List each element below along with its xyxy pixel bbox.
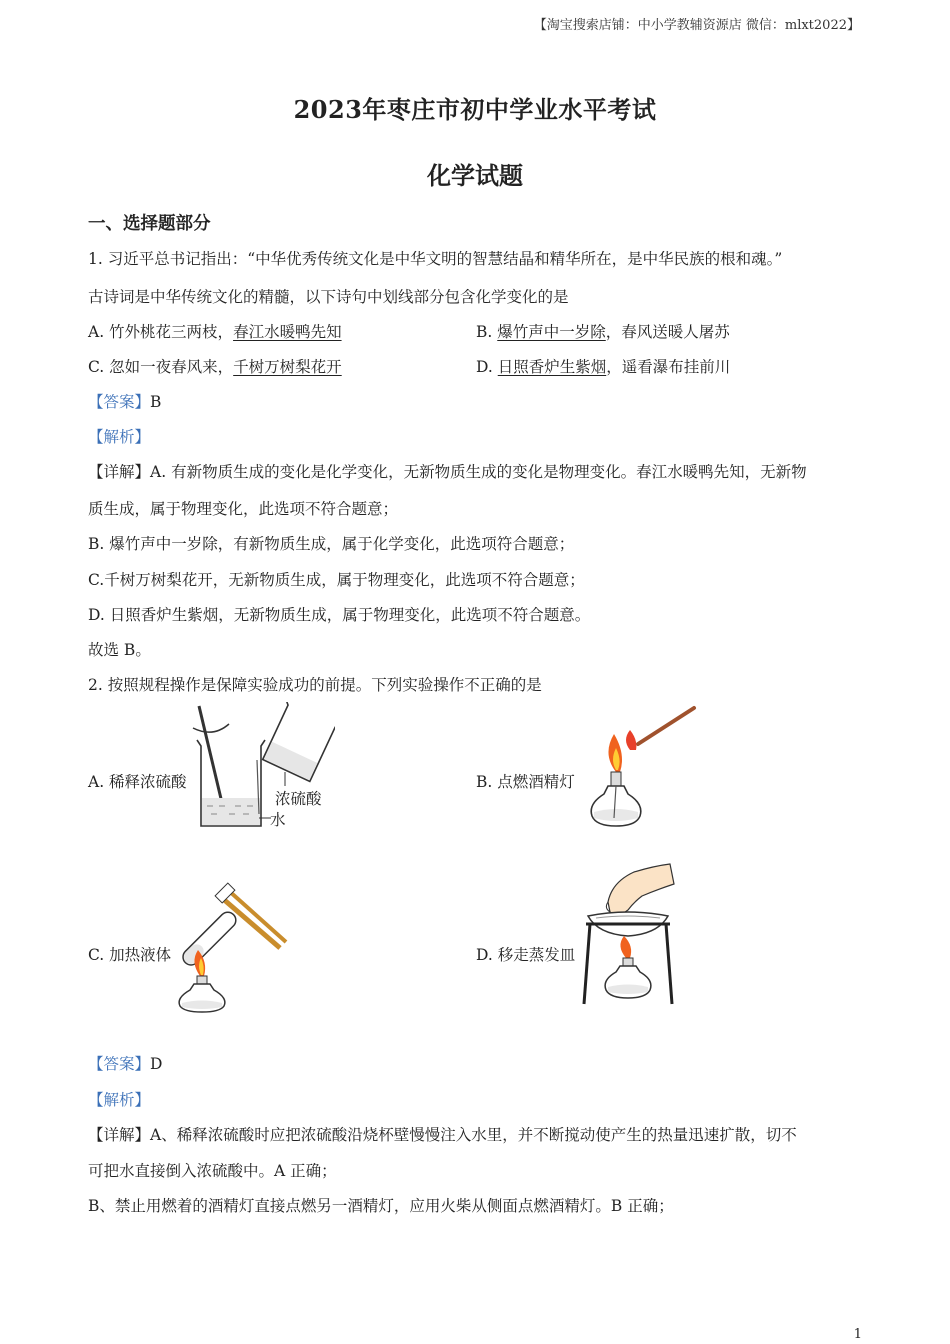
q2-option-d-label: D. 移走蒸发皿 — [476, 946, 576, 964]
section-heading: 一、选择题部分 — [88, 214, 211, 234]
diluting-acid-illustration — [185, 702, 335, 832]
q1-option-a-underlined: 春江水暖鸭先知 — [233, 323, 342, 341]
q2-detail-text1: A、稀释浓硫酸时应把浓硫酸沿烧杯壁慢慢注入水里，并不断搅动使产生的热量迅速扩散，切不 — [150, 1126, 797, 1144]
q2-answer-value: D — [150, 1055, 163, 1073]
q1-stem-line2: 古诗词是中华传统文化的精髓，以下诗句中划线部分包含化学变化的是 — [88, 288, 569, 306]
heating-liquid-illustration — [168, 880, 293, 1014]
page-number: 1 — [853, 1327, 862, 1342]
q1-detail-line3: B. 爆竹声中一岁除，有新物质生成，属于化学变化，此选项符合题意； — [88, 535, 575, 553]
q2-answer — [88, 1052, 162, 1074]
q1-detail-line5: D. 日照香炉生紫烟，无新物质生成，属于物理变化，此选项不符合题意。 — [88, 606, 591, 624]
q2-option-c-label: C. 加热液体 — [88, 946, 172, 964]
q1-conclusion: 故选 B。 — [88, 641, 151, 659]
q1-option-b-prefix: B. — [476, 323, 498, 341]
q1-option-c-prefix: C. 忽如一夜春风来， — [88, 358, 234, 376]
q2-detail-tag: 【详解】 — [88, 1126, 151, 1144]
stand-leg-right — [666, 924, 672, 1004]
q2-detail-line2: 可把水直接倒入浓硫酸中。A 正确； — [88, 1162, 337, 1180]
moving-dish-illustration — [578, 862, 678, 1008]
q1-option-a-prefix: A. 竹外桃花三两枝， — [88, 323, 234, 341]
q1-option-c-underlined: 千树万树梨花开 — [233, 358, 342, 376]
q1-detail-line4: C.千树万树梨花开，无新物质生成，属于物理变化，此选项不符合题意； — [88, 571, 585, 589]
water-level — [202, 798, 260, 825]
q1-stem-line1: 1. 习近平总书记指出：“中华优秀传统文化是中华文明的智慧结晶和精华所在，是中华民族的根和魂。” — [88, 250, 783, 268]
stir-arrow — [193, 724, 229, 732]
stand-leg-left — [584, 924, 590, 1004]
q2-detail-line3: B、禁止用燃着的酒精灯直接点燃另一酒精灯，应用火柴从侧面点燃酒精灯。B 正确； — [88, 1197, 674, 1215]
q1-answer-value: B — [150, 393, 162, 411]
wick-holder — [611, 772, 621, 786]
q2-stem: 2. 按照规程操作是保障实验成功的前提。下列实验操作不正确的是 — [88, 676, 542, 694]
q1-detail-text1: A. 有新物质生成的变化是化学变化，无新物质生成的变化是物理变化。春江水暖鸭先知，无新物 — [150, 463, 807, 481]
q1-analysis-tag: 【解析】 — [88, 428, 151, 446]
label-water: 水 — [270, 811, 286, 829]
exam-subtitle: 化学试题 — [427, 161, 523, 190]
q1-option-b — [476, 320, 730, 342]
q1-detail-tag: 【详解】 — [88, 463, 151, 481]
exam-title: 2023年枣庄市初中学业水平考试 — [293, 95, 657, 124]
q1-option-a — [88, 320, 342, 342]
q1-option-b-suffix: ，春风送暖人屠苏 — [605, 323, 730, 341]
q2-option-a-label: A. 稀释浓硫酸 — [88, 773, 187, 791]
q1-option-d-underlined: 日照香炉生紫烟 — [497, 358, 607, 376]
q1-answer — [88, 390, 161, 412]
q1-option-d-suffix: ，遥看瀑布挂前川 — [606, 358, 731, 376]
q1-option-b-underlined: 爆竹声中一岁除 — [497, 323, 606, 341]
q1-detail-line1 — [88, 460, 807, 482]
q1-answer-tag: 【答案】 — [88, 393, 151, 411]
lamp-flame-d — [620, 936, 631, 958]
q1-detail-line2: 质生成，属于物理变化，此选项不符合题意； — [88, 500, 399, 518]
q2-answer-tag: 【答案】 — [88, 1055, 151, 1073]
q1-option-d — [476, 355, 730, 377]
lighting-lamp-illustration — [578, 700, 708, 832]
label-concentrated-acid: 浓硫酸 — [275, 790, 322, 808]
match-stick — [638, 708, 694, 744]
q1-option-d-prefix: D. — [476, 358, 498, 376]
q1-option-c — [88, 355, 342, 377]
match-flame — [626, 730, 636, 750]
hand — [608, 864, 674, 915]
q2-option-b-label: B. 点燃酒精灯 — [476, 773, 575, 791]
header-note: 【淘宝搜索店铺：中小学教辅资源店 微信：mlxt2022】 — [533, 18, 860, 33]
q2-detail-line1 — [88, 1123, 797, 1145]
q2-analysis-tag: 【解析】 — [88, 1091, 151, 1109]
